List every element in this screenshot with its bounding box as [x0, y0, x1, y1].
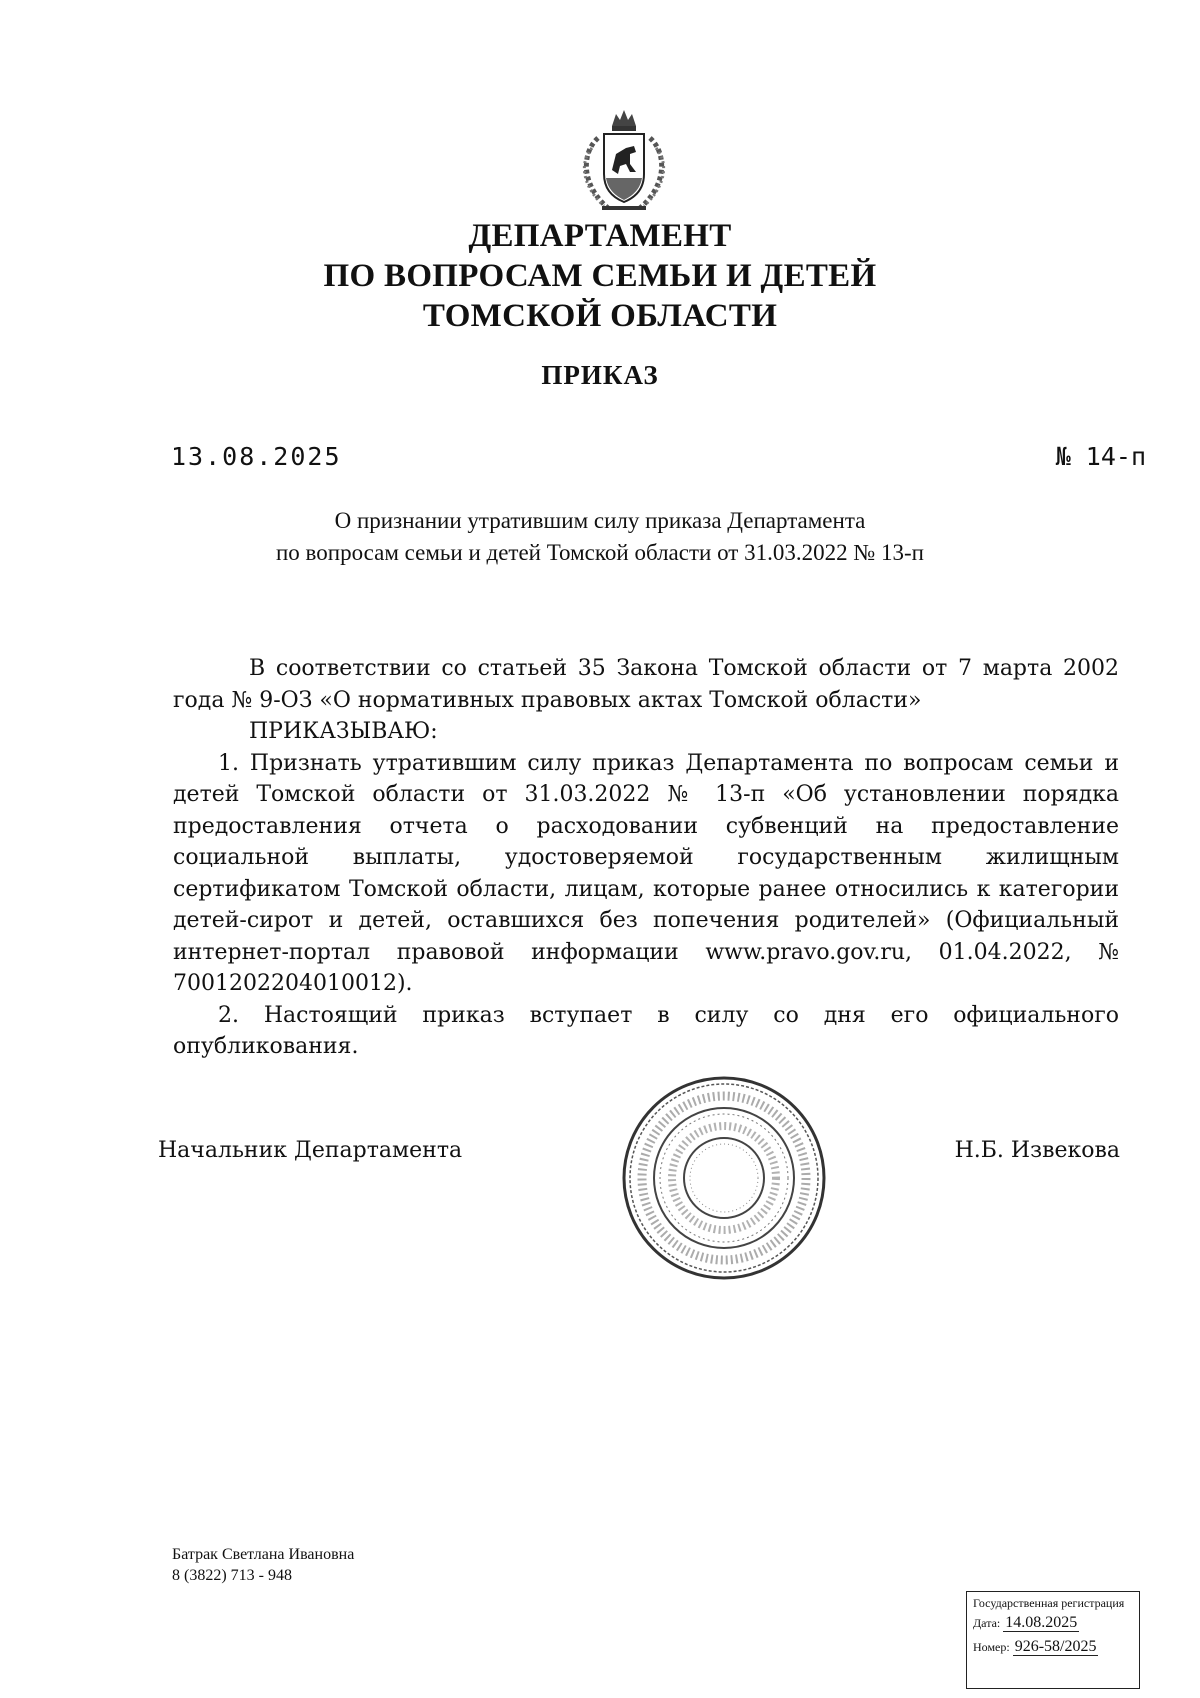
registration-box — [966, 1591, 1140, 1689]
official-seal-icon — [618, 1072, 830, 1284]
executor-phone: 8 (3822) 713 - 948 — [172, 1567, 292, 1584]
coat-of-arms-icon — [568, 108, 680, 220]
department-line-2: ПО ВОПРОСАМ СЕМЬИ И ДЕТЕЙ — [323, 258, 877, 294]
registration-number-row — [973, 1635, 1133, 1659]
subject-line-2: по вопросам семьи и детей Томской области от 31.03.2022 № 13-п — [276, 540, 924, 565]
executor-name: Батрак Светлана Ивановна — [172, 1546, 355, 1563]
document-type: ПРИКАЗ — [541, 360, 659, 390]
department-line-1: ДЕПАРТАМЕНТ — [468, 218, 732, 254]
preamble-paragraph: В соответствии со статьей 35 Закона Томской области от 7 марта 2002 года № 9-ОЗ «О нормативных правовых актах Томской области» — [173, 656, 1119, 713]
order-subject — [0, 505, 1200, 569]
registration-number-value: 926-58/2025 — [1014, 1638, 1097, 1655]
item-2-paragraph: 2. Настоящий приказ вступает в силу со дня его официального опубликования. — [173, 1002, 1119, 1059]
subject-line-1: О признании утратившим силу приказа Департамента — [334, 508, 866, 533]
order-number: № 14-п — [1055, 442, 1146, 471]
order-body — [173, 653, 1119, 1063]
signer-position: Начальник Департамента — [158, 1138, 463, 1163]
signer-name: Н.Б. Извекова — [954, 1138, 1120, 1163]
order-date: 13.08.2025 — [171, 442, 342, 471]
registration-date-row — [973, 1611, 1133, 1635]
item-1-paragraph: 1. Признать утратившим силу приказ Департамента по вопросам семьи и детей Томской области от 31.03.2022 № 13-п «Об установлении порядка предоставления отчета о расходовании субвенций на предоставление социальной выплаты, удостоверяемой государственным жилищным сертификатом Томской области, лицам, которые ранее относились к категории детей-сирот и детей, оставшихся без попечения родителей» (Официальный интернет-портал правовой информации www.pravo.gov.ru, 01.04.2022, № 7001202204010012). — [173, 750, 1119, 996]
registration-date-value: 14.08.2025 — [1005, 1614, 1078, 1631]
executor-block — [172, 1544, 354, 1586]
department-line-3: ТОМСКОЙ ОБЛАСТИ — [422, 298, 778, 334]
order-word: ПРИКАЗЫВАЮ: — [249, 719, 438, 744]
department-title — [0, 216, 1200, 336]
registration-header: Государственная регистрация — [973, 1596, 1125, 1610]
registration-number-label: Номер: — [973, 1640, 1010, 1654]
registration-date-label: Дата: — [973, 1616, 1001, 1630]
